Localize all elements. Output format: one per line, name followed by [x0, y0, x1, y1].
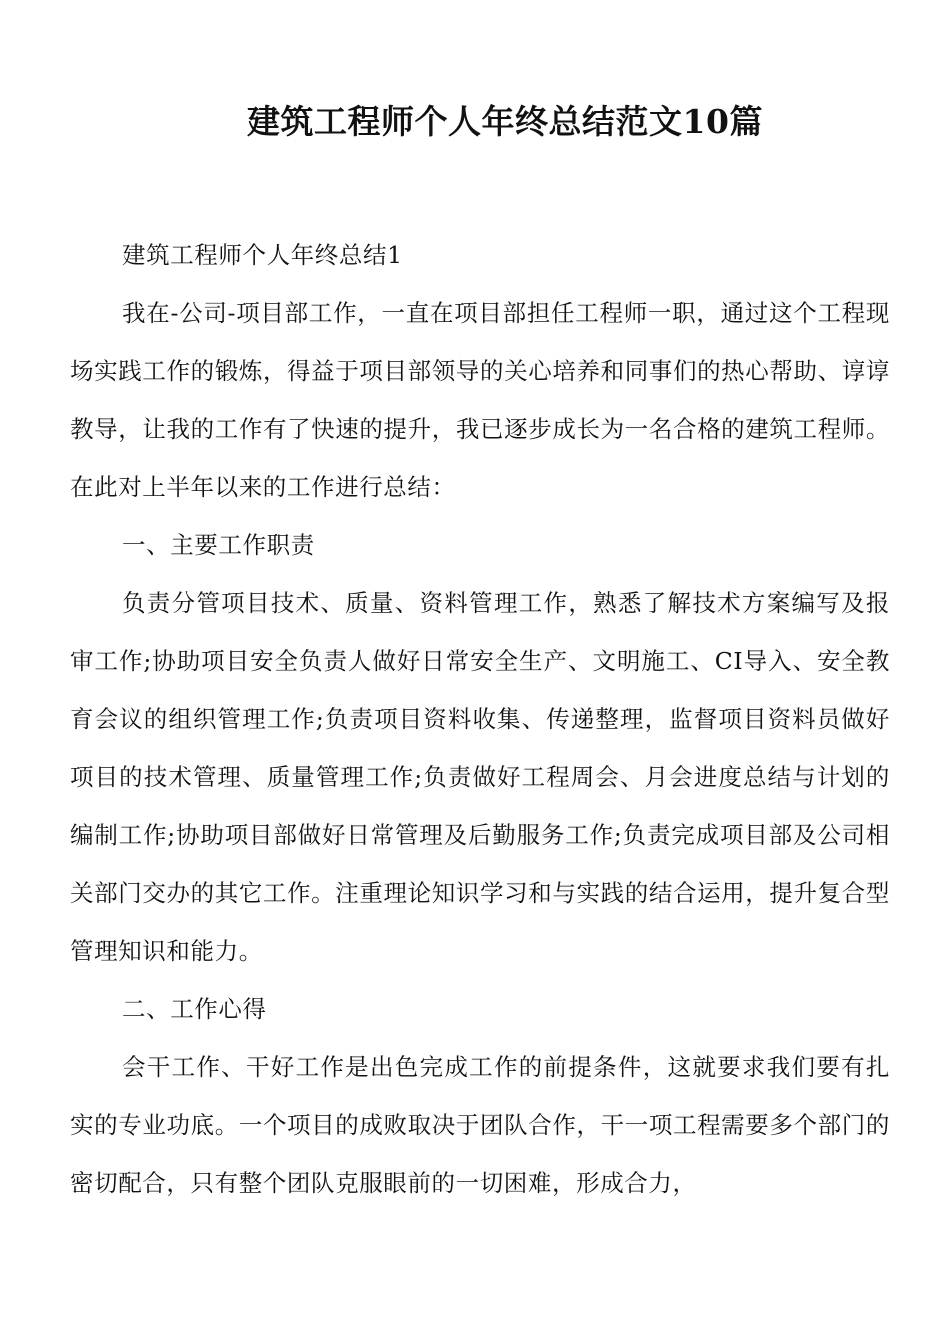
document-title: 建筑工程师个人年终总结范文10篇	[247, 102, 763, 141]
paragraph-duties: 负责分管项目技术、质量、资料管理工作，熟悉了解技术方案编写及报审工作;协助项目安全负责人做好日常安全生产、文明施工、CI导入、安全教育会议的组织管理工作;负责项目资料收集、传递整理，监督项目资料员做好项目的技术管理、质量管理工作;负责做好工程周会、月会进度总结与计划的编制工作;协助项目部做好日常管理及后勤服务工作;负责完成项目部及公司相关部门交办的其它工作。注重理论知识学习和与实践的结合运用，提升复合型管理知识和能力。	[70, 589, 890, 965]
paragraph-intro: 我在-公司-项目部工作，一直在项目部担任工程师一职，通过这个工程现场实践工作的锻炼，得益于项目部领导的关心培养和同事们的热心帮助、谆谆教导，让我的工作有了快速的提升，我已逐步成长为一名合格的建筑工程师。在此对上半年以来的工作进行总结：	[70, 299, 890, 501]
paragraph-experience: 会干工作、干好工作是出色完成工作的前提条件，这就要求我们要有扎实的专业功底。一个项目的成败取决于团队合作，干一项工程需要多个部门的密切配合，只有整个团队克服眼前的一切困难，形成合力，	[70, 1053, 890, 1197]
heading-work-experience: 二、工作心得	[122, 995, 267, 1023]
heading-main-duties: 一、主要工作职责	[122, 531, 315, 559]
document-body	[70, 226, 890, 1212]
section-title: 建筑工程师个人年终总结1	[122, 241, 403, 269]
